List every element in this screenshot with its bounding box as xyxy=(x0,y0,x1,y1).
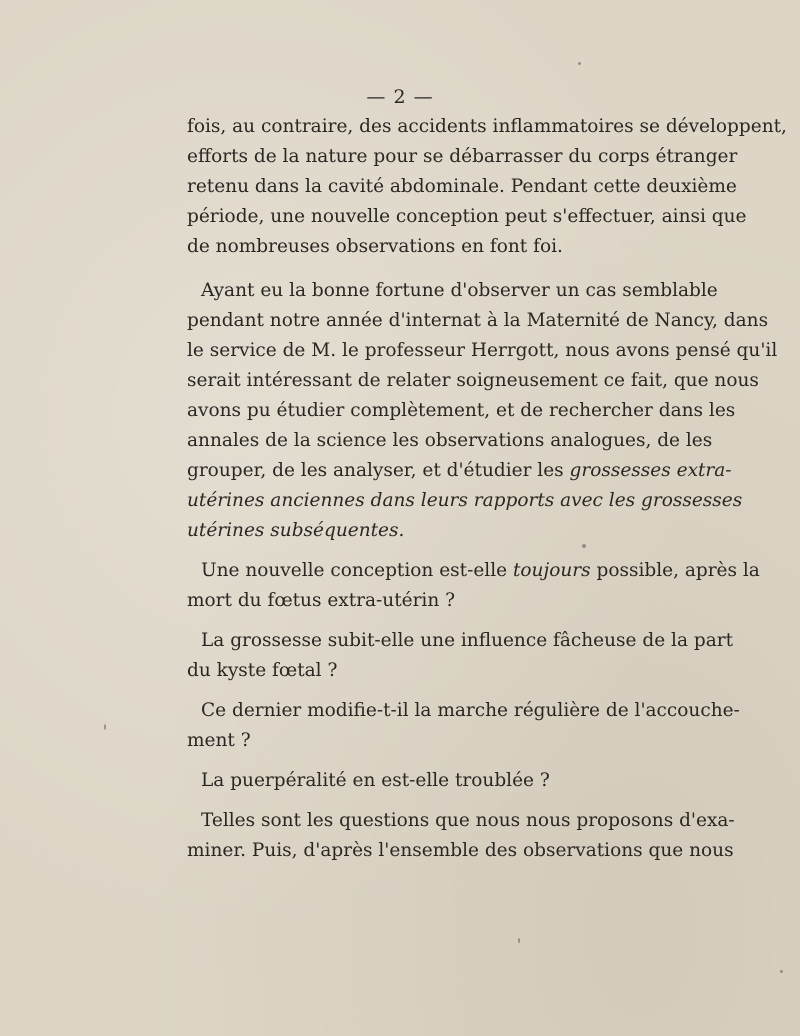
text-line xyxy=(187,456,732,486)
text-line: fois, au contraire, des accidents inflammatoires se développent, xyxy=(187,116,787,137)
text-line: mort du fœtus extra-utérin ? xyxy=(187,590,456,611)
text-line: serait intéressant de relater soigneusement ce fait, que nous xyxy=(187,370,759,391)
text-line: La grossesse subit-elle une influence fâcheuse de la part xyxy=(201,630,734,651)
paper-speck xyxy=(582,544,586,548)
text-line: du kyste fœtal ? xyxy=(187,660,338,681)
text-line: Ayant eu la bonne fortune d'observer un cas semblable xyxy=(201,280,718,301)
text-line: annales de la science les observations analogues, de les xyxy=(187,430,713,451)
paper-speck xyxy=(780,970,783,973)
text-line: La puerpéralité en est-elle troublée ? xyxy=(201,770,550,791)
paper-speck xyxy=(518,938,520,943)
text-line: miner. Puis, d'après l'ensemble des observations que nous xyxy=(187,840,734,861)
text-line: ment ? xyxy=(187,730,251,751)
paper-speck xyxy=(104,724,106,730)
text-line: Telles sont les questions que nous nous proposons d'exa- xyxy=(201,810,735,831)
text-segment: possible, après la xyxy=(596,560,760,581)
page-number: — 2 — xyxy=(366,86,434,108)
paper-speck xyxy=(578,62,581,65)
text-line: pendant notre année d'internat à la Maternité de Nancy, dans xyxy=(187,310,769,331)
italic-segment: toujours xyxy=(512,560,591,581)
italic-segment: grossesses extra- xyxy=(569,460,732,481)
text-line: utérines anciennes dans leurs rapports avec les grossesses xyxy=(187,490,743,511)
text-line: efforts de la nature pour se débarrasser du corps étranger xyxy=(187,146,738,167)
text-line: période, une nouvelle conception peut s'effectuer, ainsi que xyxy=(187,206,747,227)
text-line: Ce dernier modifie-t-il la marche régulière de l'accouche- xyxy=(201,700,740,721)
text-segment: grouper, de les analyser, et d'étudier les xyxy=(187,460,564,481)
text-segment: Une nouvelle conception est-elle xyxy=(201,560,508,581)
text-line: de nombreuses observations en font foi. xyxy=(187,236,563,257)
text-line: retenu dans la cavité abdominale. Pendant cette deuxième xyxy=(187,176,737,197)
text-line: avons pu étudier complètement, et de rechercher dans les xyxy=(187,400,736,421)
text-line xyxy=(201,556,760,586)
text-line: le service de M. le professeur Herrgott, nous avons pensé qu'il xyxy=(187,340,778,361)
text-line: utérines subséquentes. xyxy=(187,520,405,541)
